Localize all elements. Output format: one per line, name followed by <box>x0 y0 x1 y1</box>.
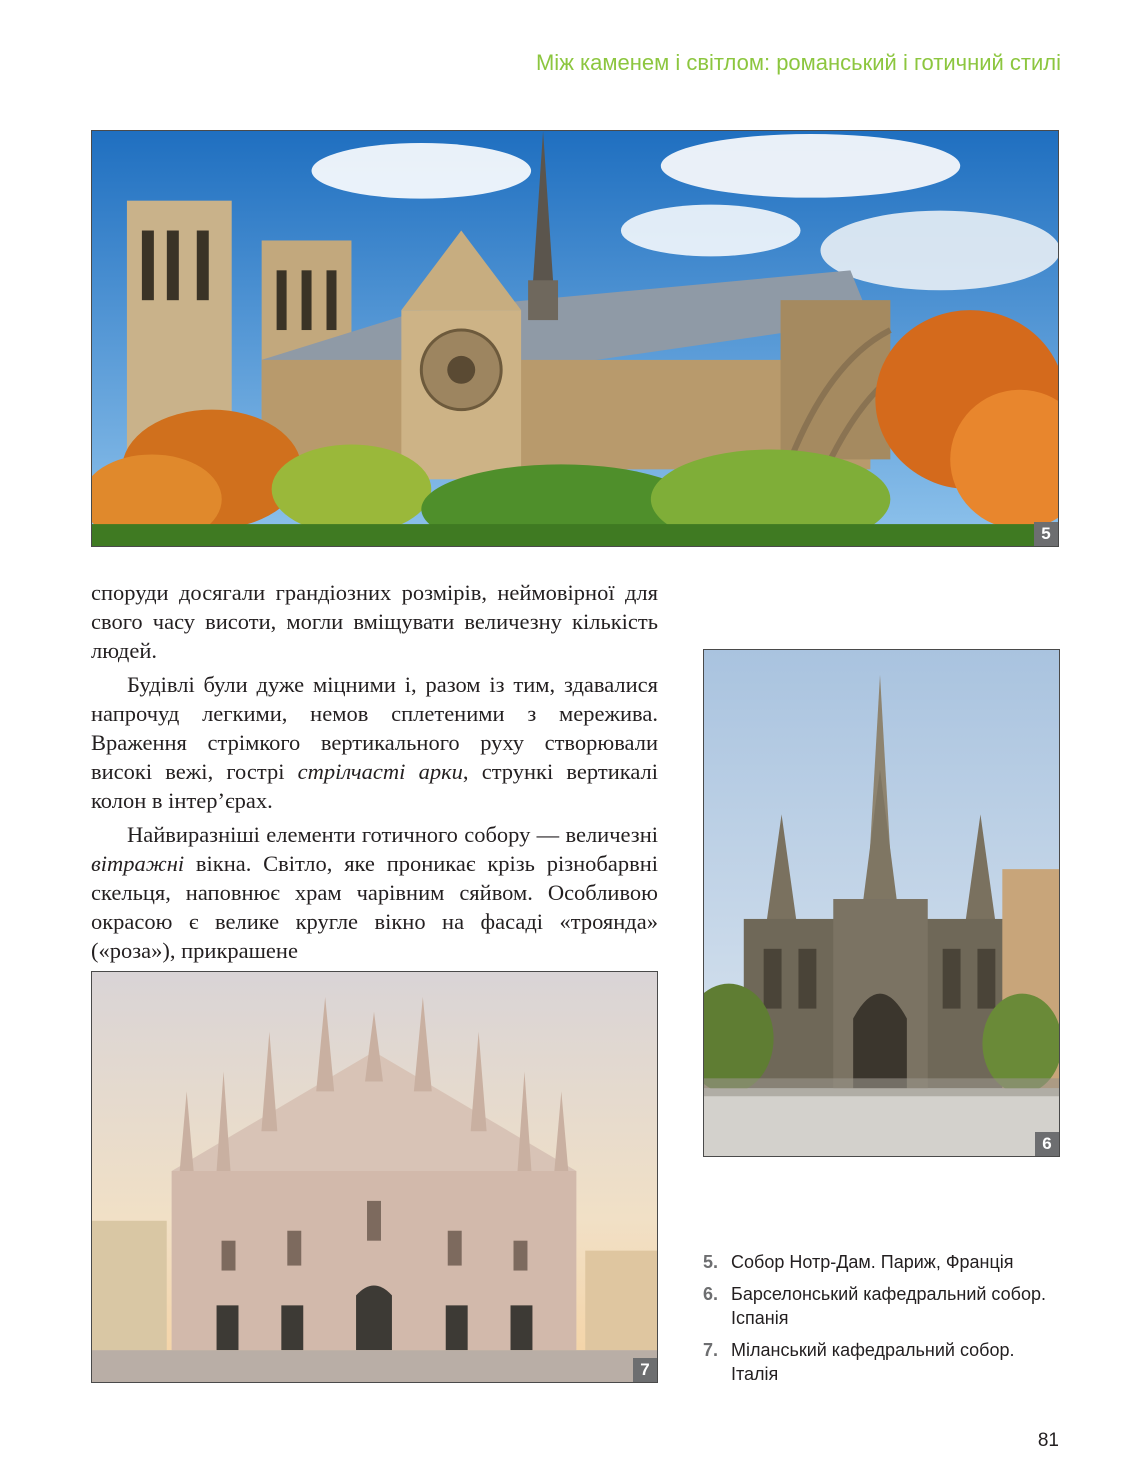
figure-6-number-badge: 6 <box>1035 1132 1059 1156</box>
caption-text: Барселонський кафедральний собор. Іспанія <box>731 1284 1046 1328</box>
figure-5-notre-dame-photo <box>91 130 1059 547</box>
paragraph-2 <box>91 670 658 815</box>
paragraph-1: споруди досягали грандіозних розмірів, неймовірної для свого часу висоти, могли вміщувати величезну кількість людей. <box>91 580 658 663</box>
paragraph-3-text-b: вікна. Світло, яке проникає крізь різнобарвні скельця, наповнює храм чарівним сяйвом. Особливою окрасою є велике кругле вікно на фасаді «троянда» («роза»), прикрашене <box>91 851 658 963</box>
body-text <box>91 578 658 965</box>
caption-figure-6 <box>703 1282 1063 1330</box>
paragraph-3 <box>91 820 658 965</box>
figure-6-barcelona-cathedral-photo <box>703 649 1060 1157</box>
paragraph-2-text-b: , стрункі вертикалі колон в інтер’єрах. <box>91 759 658 813</box>
barcelona-cathedral-illustration <box>704 650 1059 1156</box>
figure-captions <box>703 1250 1063 1394</box>
caption-number: 5. <box>703 1252 719 1272</box>
term-pointed-arches: стрілчасті арки <box>297 759 463 784</box>
caption-number: 6. <box>703 1284 719 1304</box>
caption-figure-7 <box>703 1338 1063 1386</box>
caption-number: 7. <box>703 1340 719 1360</box>
running-title: Між каменем і світлом: романський і готичний стилі <box>535 50 1061 75</box>
caption-text: Собор Нотр-Дам. Париж, Франція <box>731 1252 1014 1272</box>
figure-7-number-badge: 7 <box>633 1358 657 1382</box>
paragraph-2-text-a: Будівлі були дуже міцними і, разом із тим, здавалися напрочуд легкими, немов сплетеними з мережива. Враження стрімкого вертикального руху створювали високі вежі, гострі <box>91 672 658 784</box>
paragraph-3-text-a: Найвиразніші елементи готичного собору — величезні <box>127 822 658 847</box>
page-number: 81 <box>1037 1430 1059 1451</box>
figure-7-milan-cathedral-photo <box>91 971 658 1383</box>
caption-figure-5 <box>703 1250 1063 1274</box>
caption-text: Міланський кафедральний собор. Італія <box>731 1340 1015 1384</box>
notre-dame-illustration <box>92 131 1058 546</box>
term-stained-glass: вітражні <box>91 851 185 876</box>
milan-cathedral-illustration <box>92 972 657 1382</box>
figure-5-number-badge: 5 <box>1034 522 1058 546</box>
